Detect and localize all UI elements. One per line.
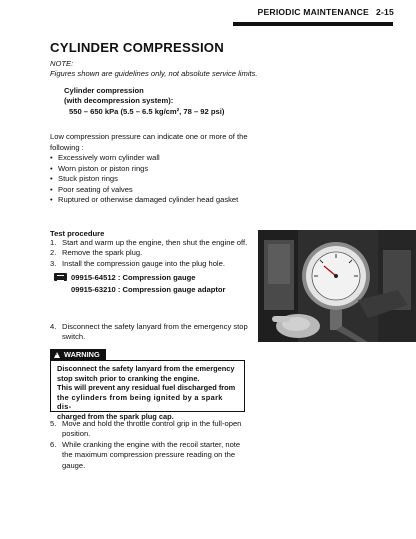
step-item: 6. While cranking the engine with the recoil starter, note the maximum compression pressure reading on the gauge. [50, 439, 241, 470]
header-rule [233, 22, 393, 26]
step-item: 1. Start and warm up the engine, then shut the engine off. [50, 238, 248, 247]
causes-list [50, 153, 265, 206]
tool-compression-gauge: 09915-64512 : Compression gauge [71, 273, 196, 282]
spec-value: 550 – 650 kPa (5.5 – 6.5 kg/cm², 78 – 92 psi) [69, 107, 225, 116]
spec-title: Cylinder compression [64, 86, 144, 95]
section-title: PERIODIC MAINTENANCE [257, 7, 369, 17]
procedure-steps-b [50, 322, 250, 343]
procedure-steps-c [50, 419, 246, 471]
list-item: • Stuck piston rings [50, 174, 265, 185]
tool-gauge-adaptor: 09915-63210 : Compression gauge adaptor [71, 285, 226, 294]
list-item: • Ruptured or otherwise damaged cylinder head gasket [50, 195, 265, 206]
step-item: 3. Install the compression gauge into the plug hole. [50, 258, 225, 268]
note-text: Figures shown are guidelines only, not absolute service limits. [50, 69, 258, 78]
step-item: 5. Move and hold the throttle control grip in the full-open position. [50, 419, 242, 439]
procedure-heading: Test procedure [50, 229, 105, 238]
engine-photo-illustration [258, 230, 416, 342]
warning-badge: ! WARNING [50, 349, 106, 360]
procedure-steps-a [50, 238, 250, 269]
list-item: • Worn piston or piston rings [50, 164, 265, 175]
page-header [258, 7, 394, 17]
note-label: NOTE: [50, 59, 74, 68]
step-item: 2. Remove the spark plug. [50, 248, 143, 258]
step-item: 4. Disconnect the safety lanyard from the emergency stop switch. [50, 322, 248, 342]
list-item: • Poor seating of valves [50, 185, 265, 196]
page-number: 2-15 [375, 7, 394, 17]
warning-box: Disconnect the safety lanyard from the emergency stop switch prior to cranking the engine. This will prevent any residual fuel discharged from the cylinders from being ignited by a spark dis- charged from the spark plug cap. [50, 360, 245, 412]
page-title: CYLINDER COMPRESSION [50, 40, 224, 55]
special-tool-icon [54, 273, 67, 281]
warning-triangle-icon [54, 352, 60, 358]
spec-condition: (with decompression system): [64, 96, 174, 105]
list-item: • Excessively worn cylinder wall [50, 153, 265, 164]
intro-paragraph: Low compression pressure can indicate one or more of the following : [50, 132, 248, 152]
compression-gauge-photo [258, 230, 416, 342]
